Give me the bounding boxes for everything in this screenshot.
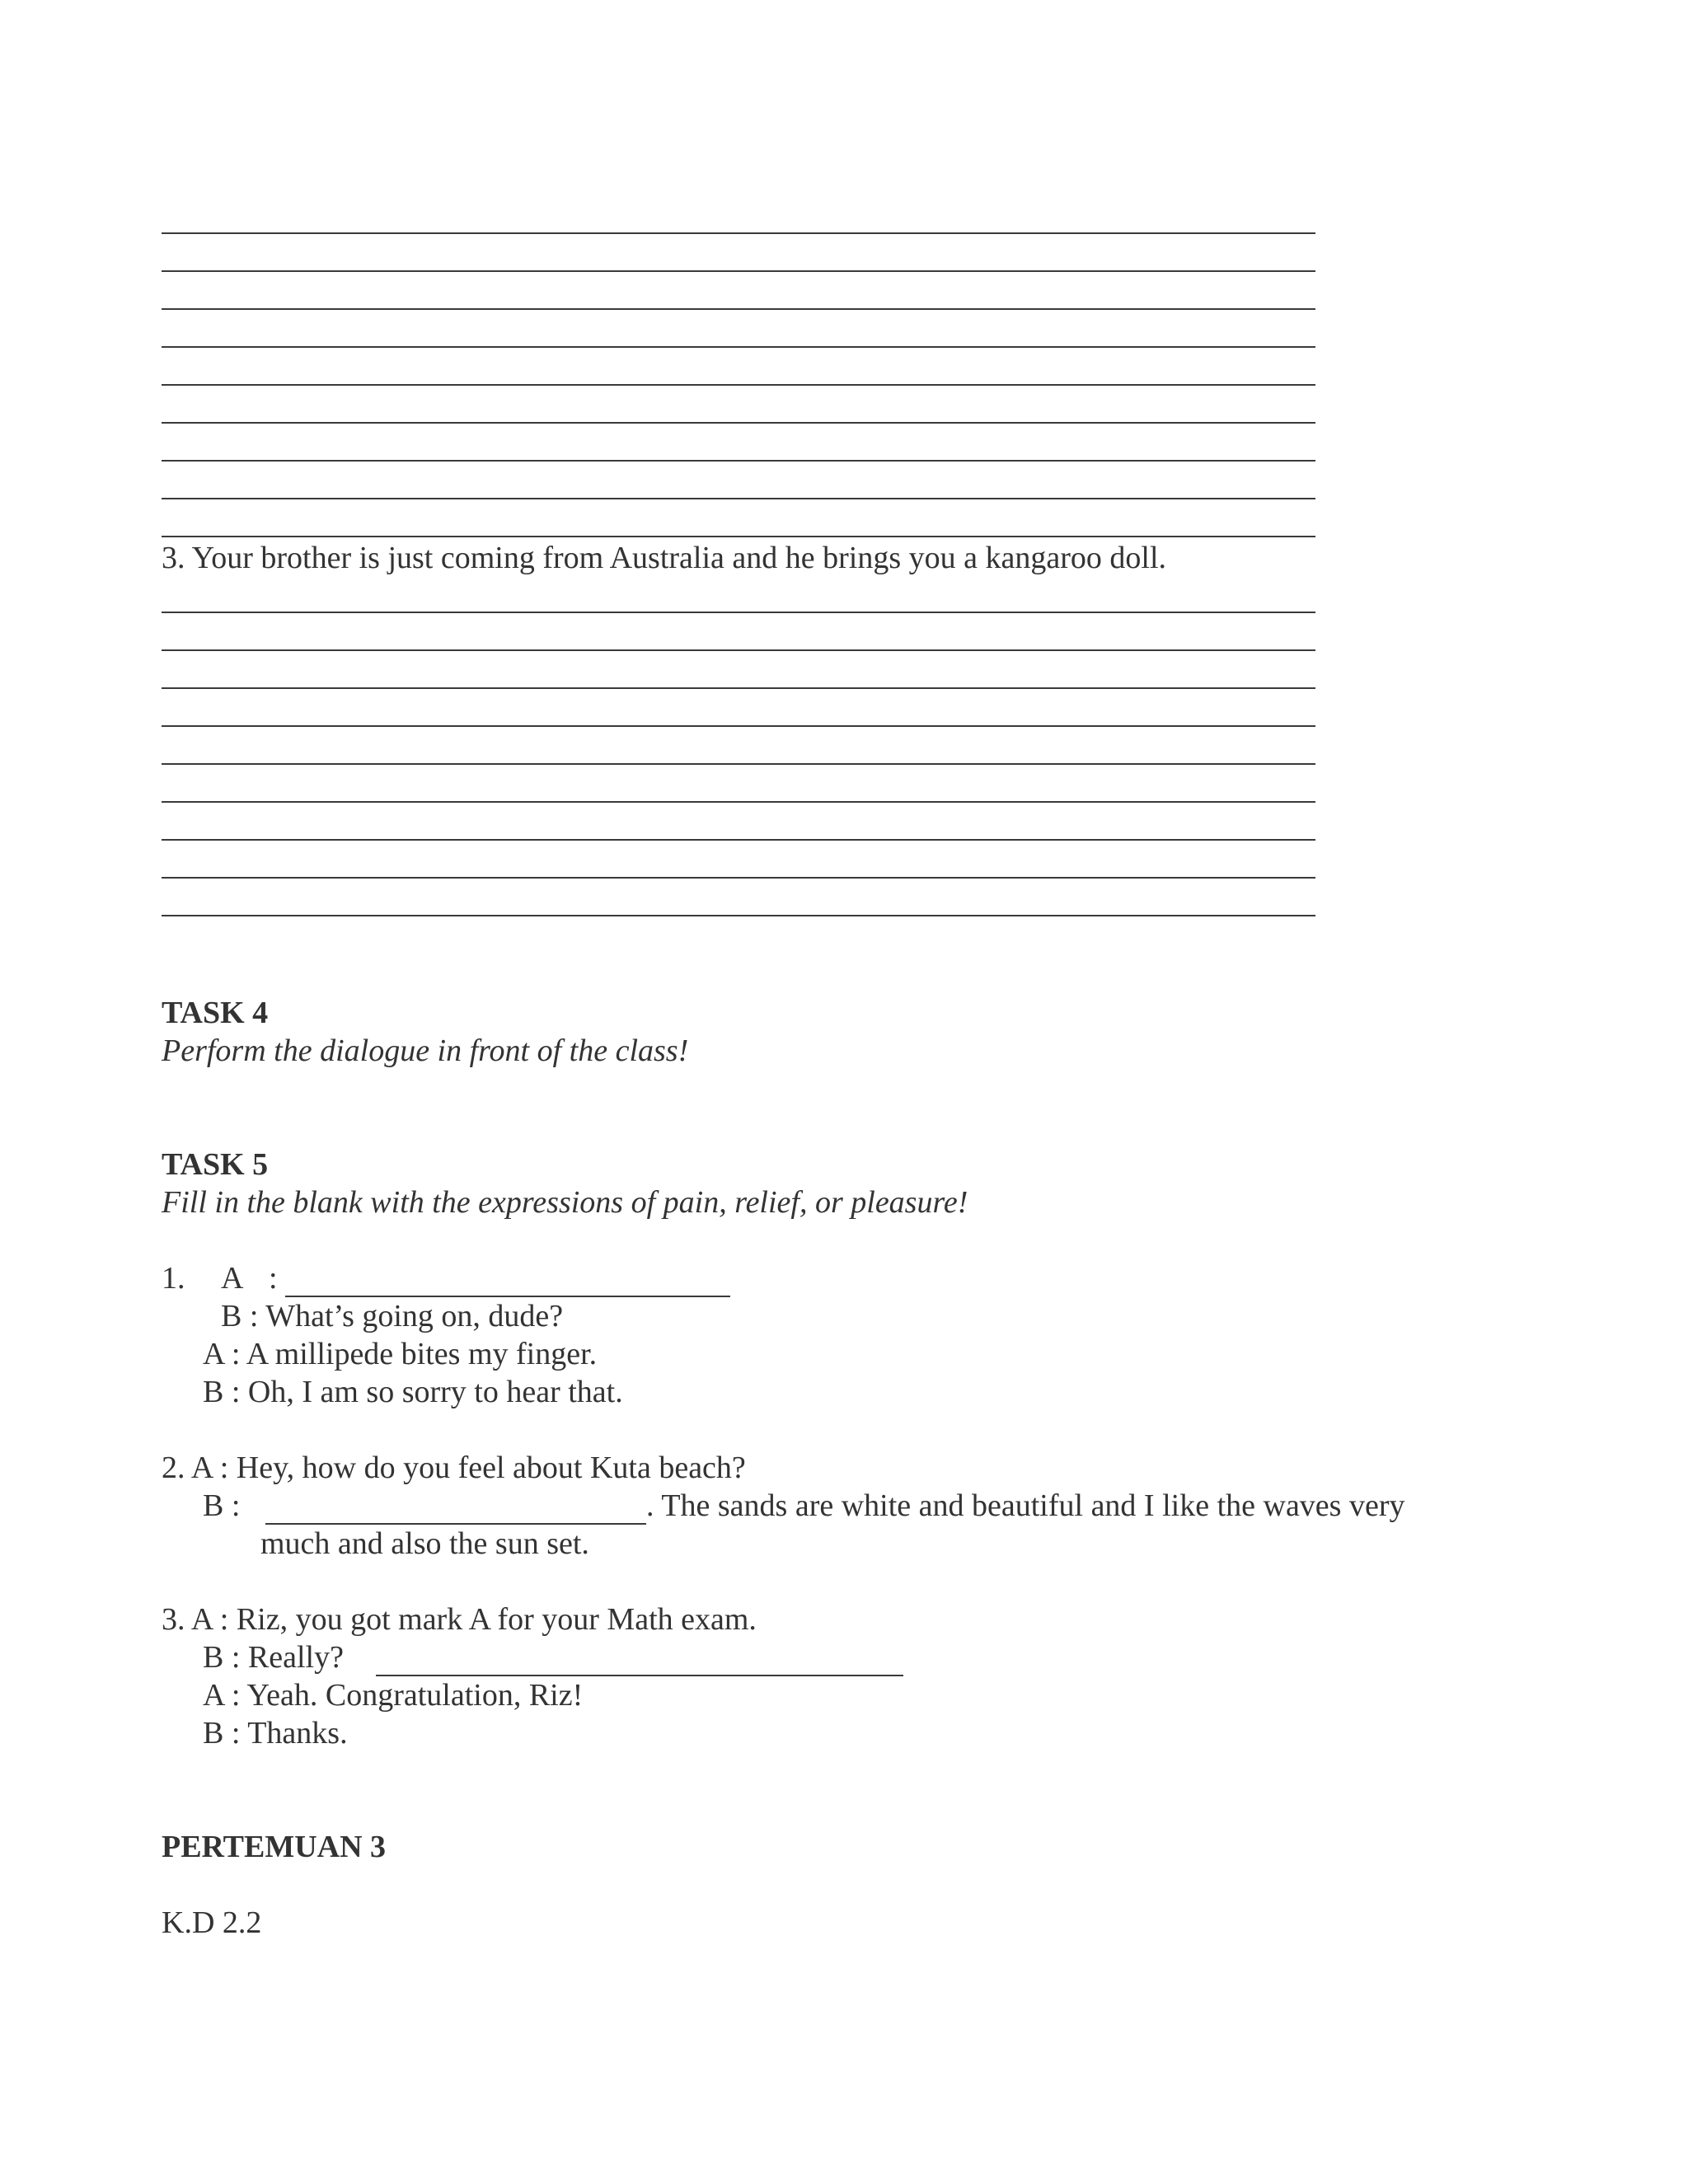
dialogue-1-speaker-a: A bbox=[221, 1261, 244, 1296]
dialogue-3-line-1: 3. A : Riz, you got mark A for your Math exam. bbox=[162, 1602, 757, 1637]
answer-line[interactable] bbox=[162, 649, 1315, 651]
dialogue-3-line-2-prefix: B : Really? bbox=[203, 1640, 344, 1675]
answer-line[interactable] bbox=[162, 877, 1315, 879]
dialogue-1-blank[interactable] bbox=[285, 1268, 730, 1297]
dialogue-2-blank[interactable] bbox=[265, 1495, 646, 1525]
dialogue-2-line-2-suffix: . The sands are white and beautiful and I like the waves very bbox=[646, 1488, 1405, 1523]
task-4-heading: TASK 4 bbox=[162, 996, 269, 1030]
question-3-text: 3. Your brother is just coming from Australia and he brings you a kangaroo doll. bbox=[162, 541, 1167, 575]
pertemuan-heading: PERTEMUAN 3 bbox=[162, 1830, 387, 1864]
answer-line[interactable] bbox=[162, 725, 1315, 727]
dialogue-2-line-2-prefix: B : bbox=[203, 1488, 241, 1523]
answer-line[interactable] bbox=[162, 498, 1315, 499]
dialogue-2-line-3: much and also the sun set. bbox=[260, 1526, 589, 1561]
task-4-instruction: Perform the dialogue in front of the class! bbox=[162, 1033, 689, 1068]
task-5-instruction: Fill in the blank with the expressions of pain, relief, or pleasure! bbox=[162, 1185, 968, 1220]
answer-line[interactable] bbox=[162, 915, 1315, 916]
kd-label: K.D 2.2 bbox=[162, 1905, 262, 1940]
dialogue-3-blank[interactable] bbox=[376, 1647, 903, 1676]
dialogue-1-line-2: B : What’s going on, dude? bbox=[221, 1299, 564, 1333]
answer-line[interactable] bbox=[162, 232, 1315, 234]
answer-line[interactable] bbox=[162, 839, 1315, 841]
dialogue-1-colon: : bbox=[269, 1261, 278, 1296]
answer-line[interactable] bbox=[162, 422, 1315, 424]
answer-line[interactable] bbox=[162, 612, 1315, 613]
answer-line[interactable] bbox=[162, 346, 1315, 348]
answer-line[interactable] bbox=[162, 687, 1315, 689]
answer-line[interactable] bbox=[162, 763, 1315, 765]
answer-line[interactable] bbox=[162, 384, 1315, 386]
dialogue-1-line-3: A : A millipede bites my finger. bbox=[203, 1337, 598, 1371]
dialogue-2-line-1: 2. A : Hey, how do you feel about Kuta beach? bbox=[162, 1451, 746, 1485]
answer-line[interactable] bbox=[162, 536, 1315, 537]
answer-line[interactable] bbox=[162, 801, 1315, 803]
dialogue-3-line-4: B : Thanks. bbox=[203, 1716, 348, 1750]
dialogue-3-line-3: A : Yeah. Congratulation, Riz! bbox=[203, 1678, 584, 1713]
task-5-heading: TASK 5 bbox=[162, 1147, 269, 1182]
answer-line[interactable] bbox=[162, 460, 1315, 462]
answer-line[interactable] bbox=[162, 270, 1315, 272]
dialogue-1-number: 1. bbox=[162, 1261, 185, 1296]
answer-line[interactable] bbox=[162, 308, 1315, 310]
dialogue-1-line-4: B : Oh, I am so sorry to hear that. bbox=[203, 1375, 623, 1409]
